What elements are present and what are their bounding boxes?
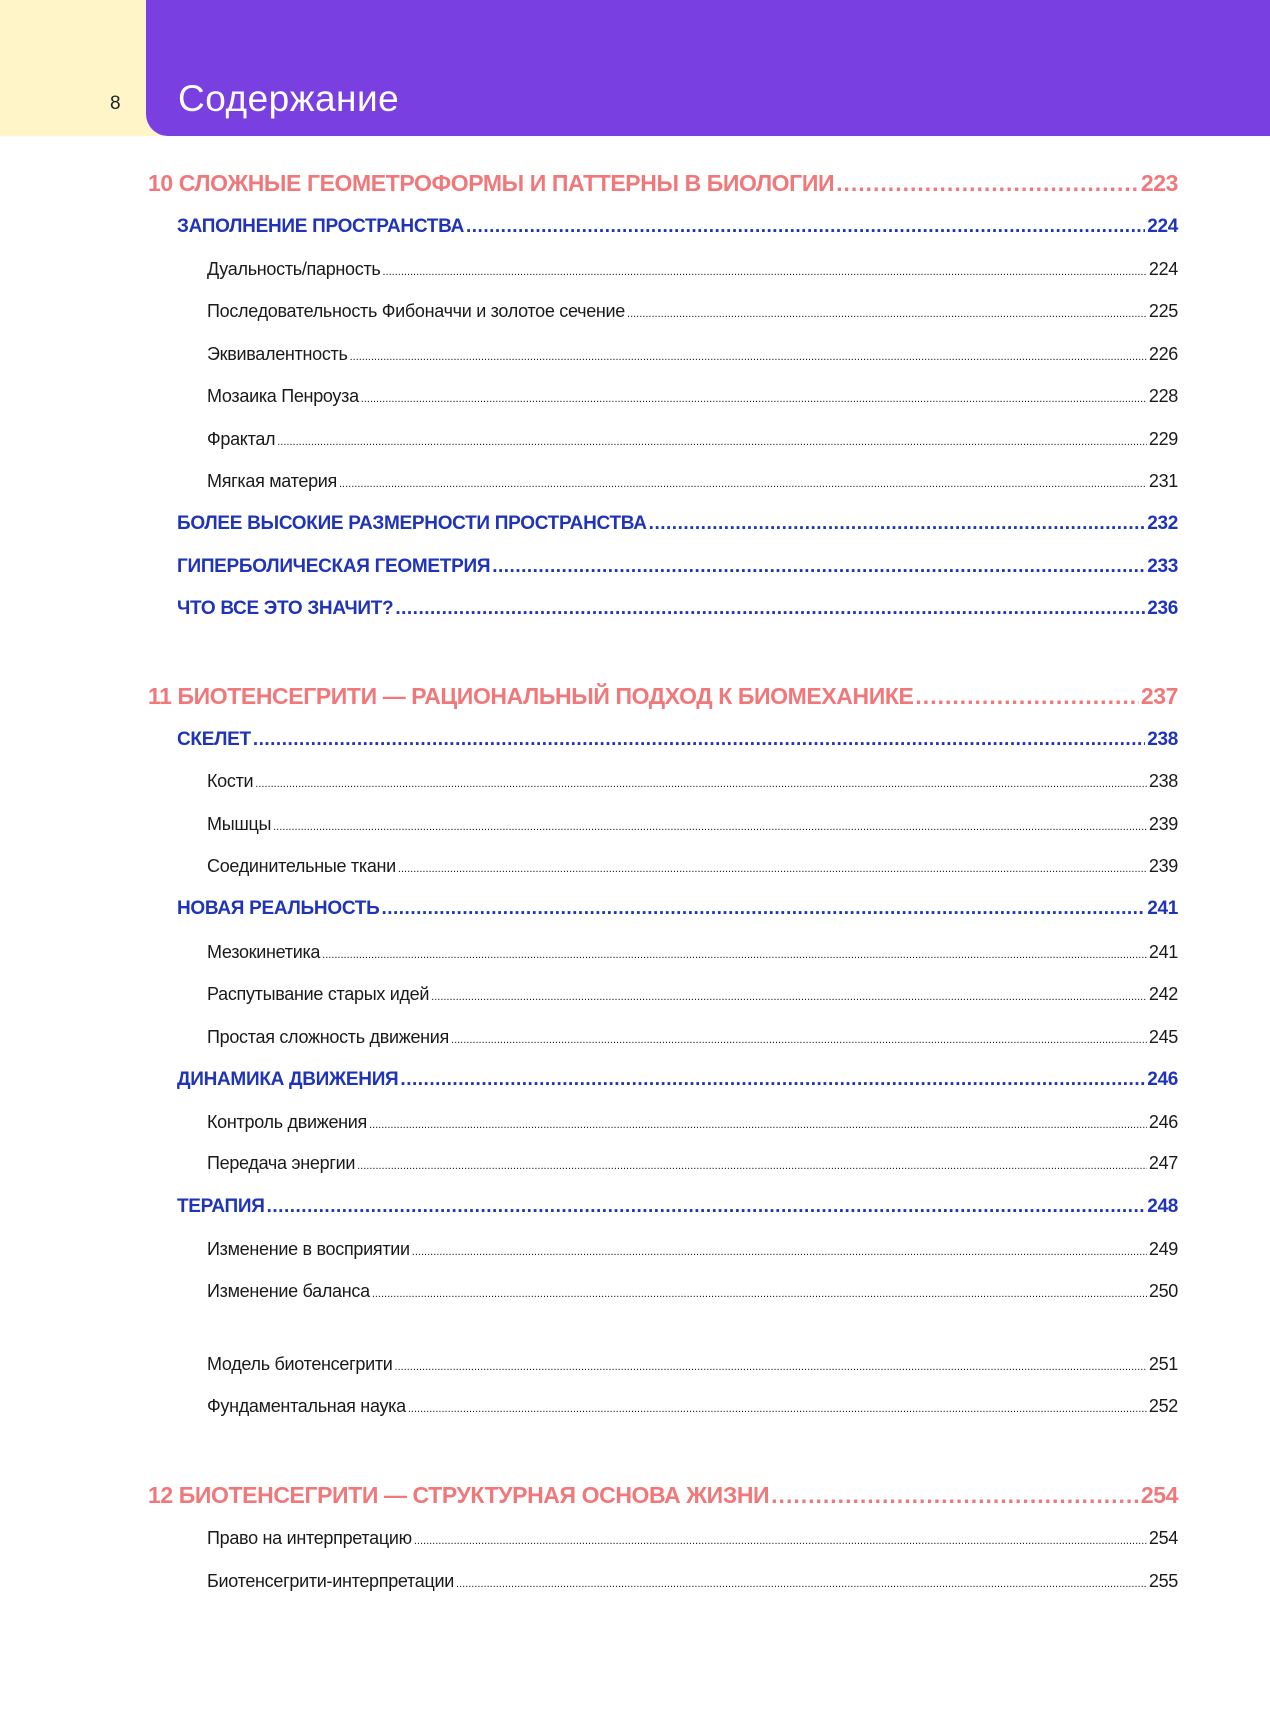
toc-entry-page-number: 238 bbox=[1147, 729, 1178, 750]
toc-entry-page-number: 236 bbox=[1147, 598, 1178, 619]
toc-entry-page-number: 224 bbox=[1147, 216, 1178, 237]
toc-entry-page-number: 224 bbox=[1148, 259, 1178, 279]
toc-entry-title: ГИПЕРБОЛИЧЕСКАЯ ГЕОМЕТРИЯ bbox=[177, 556, 491, 577]
toc-sub-entry[interactable] bbox=[207, 429, 1178, 450]
toc-entry-title: Контроль движения bbox=[207, 1112, 368, 1132]
toc-sub-entry[interactable] bbox=[207, 1528, 1178, 1549]
toc-entry-title: 12 БИОТЕНСЕГРИТИ — СТРУКТУРНАЯ ОСНОВА ЖИЗНИ bbox=[148, 1482, 770, 1508]
toc-entry-page-number: 238 bbox=[1148, 771, 1178, 791]
toc-entry-title: Соединительные ткани bbox=[207, 856, 396, 876]
dot-leader bbox=[414, 1528, 1147, 1549]
toc-entry-page-number: 245 bbox=[1148, 1027, 1178, 1047]
dot-leader bbox=[771, 1482, 1139, 1509]
toc-entry-title: 10 СЛОЖНЫЕ ГЕОМЕТРОФОРМЫ И ПАТТЕРНЫ В БИОЛОГИИ bbox=[148, 170, 835, 196]
toc-entry-title: ТЕРАПИЯ bbox=[177, 1196, 265, 1217]
dot-leader bbox=[451, 1027, 1147, 1048]
toc-entry-title: Право на интерпретацию bbox=[207, 1528, 412, 1548]
toc-entry-page-number: 226 bbox=[1148, 344, 1178, 364]
toc-chapter-entry[interactable] bbox=[148, 1482, 1178, 1509]
dot-leader bbox=[357, 1153, 1147, 1174]
toc-entry-page-number: 254 bbox=[1148, 1528, 1178, 1548]
toc-entry-page-number: 251 bbox=[1148, 1354, 1178, 1374]
toc-entry-page-number: 228 bbox=[1148, 386, 1178, 406]
toc-entry-page-number: 247 bbox=[1148, 1153, 1178, 1173]
toc-entry-page-number: 231 bbox=[1148, 471, 1178, 491]
toc-entry-title: ДИНАМИКА ДВИЖЕНИЯ bbox=[177, 1069, 399, 1090]
dot-leader bbox=[627, 301, 1147, 322]
toc-entry-page-number: 250 bbox=[1148, 1281, 1178, 1301]
toc-sub-entry[interactable] bbox=[207, 386, 1178, 407]
toc-sub-entry[interactable] bbox=[207, 344, 1178, 365]
dot-leader bbox=[649, 513, 1146, 535]
toc-entry-title: Дуальность/парность bbox=[207, 259, 381, 279]
toc-sub-entry[interactable] bbox=[207, 856, 1178, 877]
toc-entry-page-number: 254 bbox=[1140, 1482, 1178, 1508]
toc-entry-title: Мозаика Пенроуза bbox=[207, 386, 359, 406]
toc-entry-page-number: 232 bbox=[1147, 513, 1178, 534]
toc-section-entry[interactable] bbox=[177, 556, 1178, 578]
dot-leader bbox=[412, 1239, 1147, 1260]
toc-entry-title: НОВАЯ РЕАЛЬНОСТЬ bbox=[177, 898, 380, 919]
toc-sub-entry[interactable] bbox=[207, 942, 1178, 963]
toc-entry-page-number: 223 bbox=[1140, 170, 1178, 196]
toc-sub-entry[interactable] bbox=[207, 1571, 1178, 1592]
dot-leader bbox=[431, 984, 1147, 1005]
toc-sub-entry[interactable] bbox=[207, 259, 1178, 280]
page-number: 8 bbox=[110, 93, 121, 114]
dot-leader bbox=[408, 1396, 1147, 1417]
toc-entry-title: СКЕЛЕТ bbox=[177, 729, 251, 750]
dot-leader bbox=[466, 216, 1145, 238]
toc-entry-page-number: 246 bbox=[1148, 1112, 1178, 1132]
dot-leader bbox=[395, 1354, 1147, 1375]
dot-leader bbox=[350, 344, 1147, 365]
toc-entry-page-number: 229 bbox=[1148, 429, 1178, 449]
toc-sub-entry[interactable] bbox=[207, 1396, 1178, 1417]
toc-entry-title: Биотенсегрити-интерпретации bbox=[207, 1571, 455, 1591]
toc-entry-title: Фрактал bbox=[207, 429, 276, 449]
toc-entry-title: Модель биотенсегрити bbox=[207, 1354, 393, 1374]
dot-leader bbox=[322, 942, 1147, 963]
dot-leader bbox=[456, 1571, 1147, 1592]
dot-leader bbox=[836, 170, 1139, 197]
dot-leader bbox=[361, 386, 1147, 407]
toc-entry-page-number: 241 bbox=[1147, 898, 1178, 919]
toc-section-entry[interactable] bbox=[177, 598, 1178, 620]
page-title: Содержание bbox=[178, 78, 400, 119]
toc-entry-title: Простая сложность движения bbox=[207, 1027, 450, 1047]
toc-section-entry[interactable] bbox=[177, 729, 1178, 751]
toc-section-entry[interactable] bbox=[177, 898, 1178, 920]
dot-leader bbox=[369, 1112, 1147, 1133]
dot-leader bbox=[372, 1281, 1147, 1302]
toc-entry-page-number: 248 bbox=[1147, 1196, 1178, 1217]
dot-leader bbox=[383, 259, 1147, 280]
toc-sub-entry[interactable] bbox=[207, 814, 1178, 835]
toc-entry-title: Последовательность Фибоначчи и золотое сечение bbox=[207, 301, 626, 321]
toc-entry-title: Распутывание старых идей bbox=[207, 984, 430, 1004]
dot-leader bbox=[339, 471, 1147, 492]
dot-leader bbox=[395, 598, 1145, 620]
dot-leader bbox=[400, 1069, 1145, 1091]
toc-entry-title: Изменение в восприятии bbox=[207, 1239, 410, 1259]
toc-sub-entry[interactable] bbox=[207, 1112, 1178, 1133]
toc-sub-entry[interactable] bbox=[207, 301, 1178, 322]
toc-section-entry[interactable] bbox=[177, 1196, 1178, 1218]
dot-leader bbox=[267, 1196, 1146, 1218]
dot-leader bbox=[915, 683, 1138, 710]
toc-section-entry[interactable] bbox=[177, 216, 1178, 238]
toc-entry-page-number: 239 bbox=[1148, 814, 1178, 834]
toc-sub-entry[interactable] bbox=[207, 1027, 1178, 1048]
dot-leader bbox=[253, 729, 1145, 751]
toc-entry-title: Фундаментальная наука bbox=[207, 1396, 406, 1416]
toc-entry-title: 11 БИОТЕНСЕГРИТИ — РАЦИОНАЛЬНЫЙ ПОДХОД К БИОМЕХАНИКЕ bbox=[148, 683, 914, 709]
toc-sub-entry[interactable] bbox=[207, 771, 1178, 792]
toc-entry-page-number: 252 bbox=[1148, 1396, 1178, 1416]
toc-entry-page-number: 233 bbox=[1147, 556, 1178, 577]
toc-entry-page-number: 255 bbox=[1148, 1571, 1178, 1591]
dot-leader bbox=[255, 771, 1147, 792]
toc-entry-title: БОЛЕЕ ВЫСОКИЕ РАЗМЕРНОСТИ ПРОСТРАНСТВА bbox=[177, 513, 647, 534]
toc-entry-title: Кости bbox=[207, 771, 254, 791]
toc-entry-page-number: 246 bbox=[1147, 1069, 1178, 1090]
toc-sub-entry[interactable] bbox=[207, 984, 1178, 1005]
toc-entry-title: Мягкая материя bbox=[207, 471, 337, 491]
toc-chapter-entry[interactable] bbox=[148, 683, 1178, 710]
toc-sub-entry[interactable] bbox=[207, 471, 1178, 492]
dot-leader bbox=[273, 814, 1147, 835]
dot-leader bbox=[381, 898, 1145, 920]
toc-entry-page-number: 242 bbox=[1148, 984, 1178, 1004]
toc-entry-title: Мезокинетика bbox=[207, 942, 321, 962]
toc-sub-entry[interactable] bbox=[207, 1354, 1178, 1375]
toc-entry-page-number: 249 bbox=[1148, 1239, 1178, 1259]
toc-sub-entry[interactable] bbox=[207, 1239, 1178, 1260]
toc-entry-page-number: 239 bbox=[1148, 856, 1178, 876]
toc-entry-title: Мышцы bbox=[207, 814, 272, 834]
toc-section-entry[interactable] bbox=[177, 513, 1178, 535]
dot-leader bbox=[492, 556, 1145, 578]
toc-entry-title: ЗАПОЛНЕНИЕ ПРОСТРАНСТВА bbox=[177, 216, 464, 237]
toc-entry-title: Передача энергии bbox=[207, 1153, 356, 1173]
toc-section-entry[interactable] bbox=[177, 1069, 1178, 1091]
toc-entry-title: Изменение баланса bbox=[207, 1281, 370, 1301]
dot-leader bbox=[398, 856, 1147, 877]
toc-entry-title: Эквивалентность bbox=[207, 344, 348, 364]
toc-sub-entry[interactable] bbox=[207, 1153, 1178, 1174]
toc-chapter-entry[interactable] bbox=[148, 170, 1178, 197]
toc-entry-page-number: 241 bbox=[1148, 942, 1178, 962]
toc-entry-title: ЧТО ВСЕ ЭТО ЗНАЧИТ? bbox=[177, 598, 394, 619]
toc-entry-page-number: 225 bbox=[1148, 301, 1178, 321]
toc-sub-entry[interactable] bbox=[207, 1281, 1178, 1302]
toc-entry-page-number: 237 bbox=[1140, 683, 1178, 709]
dot-leader bbox=[277, 429, 1147, 450]
